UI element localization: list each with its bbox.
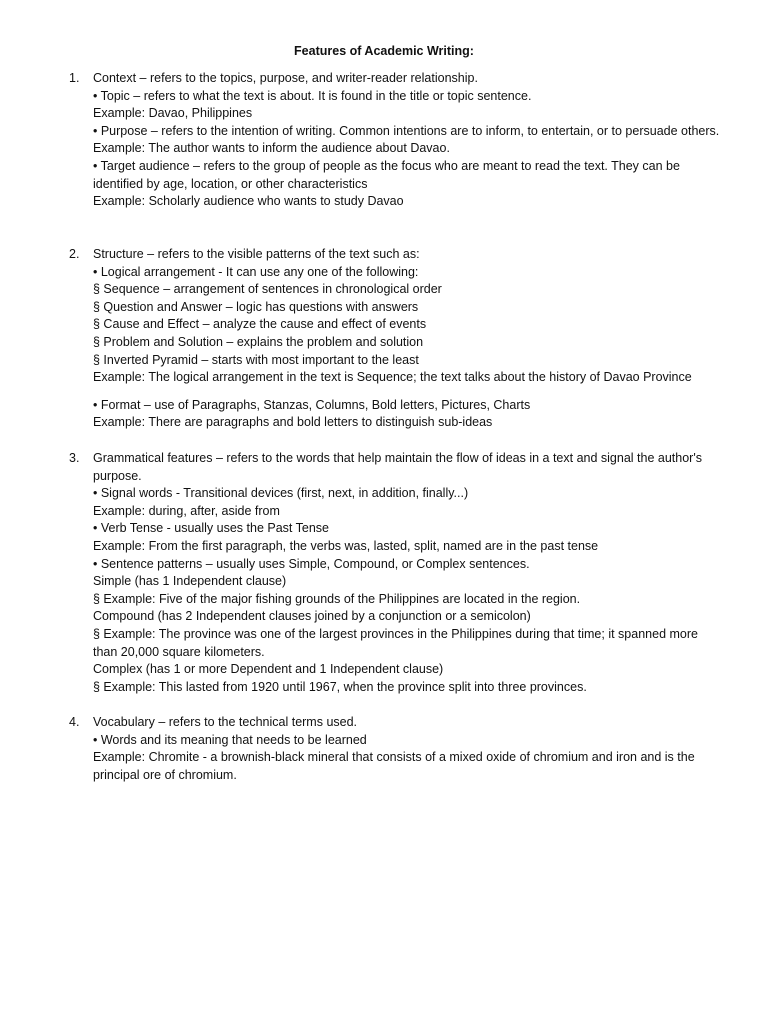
sub-heading-line: Compound (has 2 Independent clauses joined by a conjunction or a semicolon) — [93, 609, 531, 624]
sub-item-line: § Example: The province was one of the largest provinces in the Philippines during that time; it spanned more than 20,000 square kilometers. — [93, 626, 698, 659]
sub-item-line: § Cause and Effect – analyze the cause and effect of events — [93, 317, 427, 332]
example-line: Example: Chromite - a brownish-black mineral that consists of a mixed oxide of chromium and iron and is the principal ore of chromium. — [93, 750, 695, 782]
bullet-line: • Sentence patterns – usually uses Simple, Compound, or Complex sentences. — [93, 556, 530, 571]
bullet-line: • Signal words - Transitional devices (first, next, in addition, finally...) — [93, 486, 469, 501]
bullet-line: • Target audience – refers to the group of people as the focus who are meant to read the text. They can be identified by age, location, or other characteristics — [93, 158, 680, 191]
sub-item-line: § Problem and Solution – explains the problem and solution — [93, 334, 424, 349]
bullet-line: • Logical arrangement - It can use any one of the following: — [93, 264, 419, 279]
section-heading-line: Vocabulary – refers to the technical terms used. — [93, 715, 358, 729]
example-line: Example: Davao, Philippines — [93, 106, 253, 121]
sub-heading-line: Complex (has 1 or more Dependent and 1 Independent clause) — [93, 662, 444, 677]
example-line: Example: The logical arrangement in the text is Sequence; the text talks about the history of Davao Province — [93, 370, 692, 385]
section-body — [93, 714, 725, 784]
sub-item-line: § Question and Answer – logic has questions with answers — [93, 299, 419, 314]
bullet-line: • Topic – refers to what the text is about. It is found in the title or topic sentence. — [93, 88, 532, 103]
bullet-line: • Format – use of Paragraphs, Stanzas, Columns, Bold letters, Pictures, Charts — [93, 397, 531, 412]
bullet-line: • Verb Tense - usually uses the Past Tense — [93, 521, 329, 536]
section-body — [93, 450, 725, 696]
example-line: Example: There are paragraphs and bold letters to distinguish sub-ideas — [93, 415, 493, 430]
example-line: Example: From the first paragraph, the verbs was, lasted, split, named are in the past tense — [93, 538, 599, 553]
section-body — [93, 70, 725, 211]
sub-heading-line: Simple (has 1 Independent clause) — [93, 574, 287, 589]
section-heading-line: Structure – refers to the visible patterns of the text such as: — [93, 247, 420, 261]
section-number: 3. — [69, 451, 80, 465]
example-line: Example: Scholarly audience who wants to study Davao — [93, 194, 404, 209]
example-line: Example: The author wants to inform the audience about Davao. — [93, 141, 450, 156]
bullet-line: • Words and its meaning that needs to be learned — [93, 732, 367, 747]
section-body — [93, 246, 725, 432]
section-number: 2. — [69, 247, 80, 261]
section-heading-line: Grammatical features – refers to the words that help maintain the flow of ideas in a text and signal the author's purpose. — [93, 451, 702, 483]
sub-item-line: § Inverted Pyramid – starts with most important to the least — [93, 352, 419, 367]
example-line: Example: during, after, aside from — [93, 503, 280, 518]
section-number: 1. — [69, 71, 80, 85]
section-heading-line: Context – refers to the topics, purpose, and writer-reader relationship. — [93, 71, 478, 85]
bullet-line: • Purpose – refers to the intention of writing. Common intentions are to inform, to entertain, or to persuade others. — [93, 123, 720, 138]
sub-item-line: § Sequence – arrangement of sentences in chronological order — [93, 282, 442, 297]
sub-item-line: § Example: Five of the major fishing grounds of the Philippines are located in the region. — [93, 591, 581, 606]
sub-item-line: § Example: This lasted from 1920 until 1967, when the province split into three provinces. — [93, 679, 587, 694]
document-title: Features of Academic Writing: — [294, 44, 474, 58]
section-number: 4. — [69, 715, 80, 729]
